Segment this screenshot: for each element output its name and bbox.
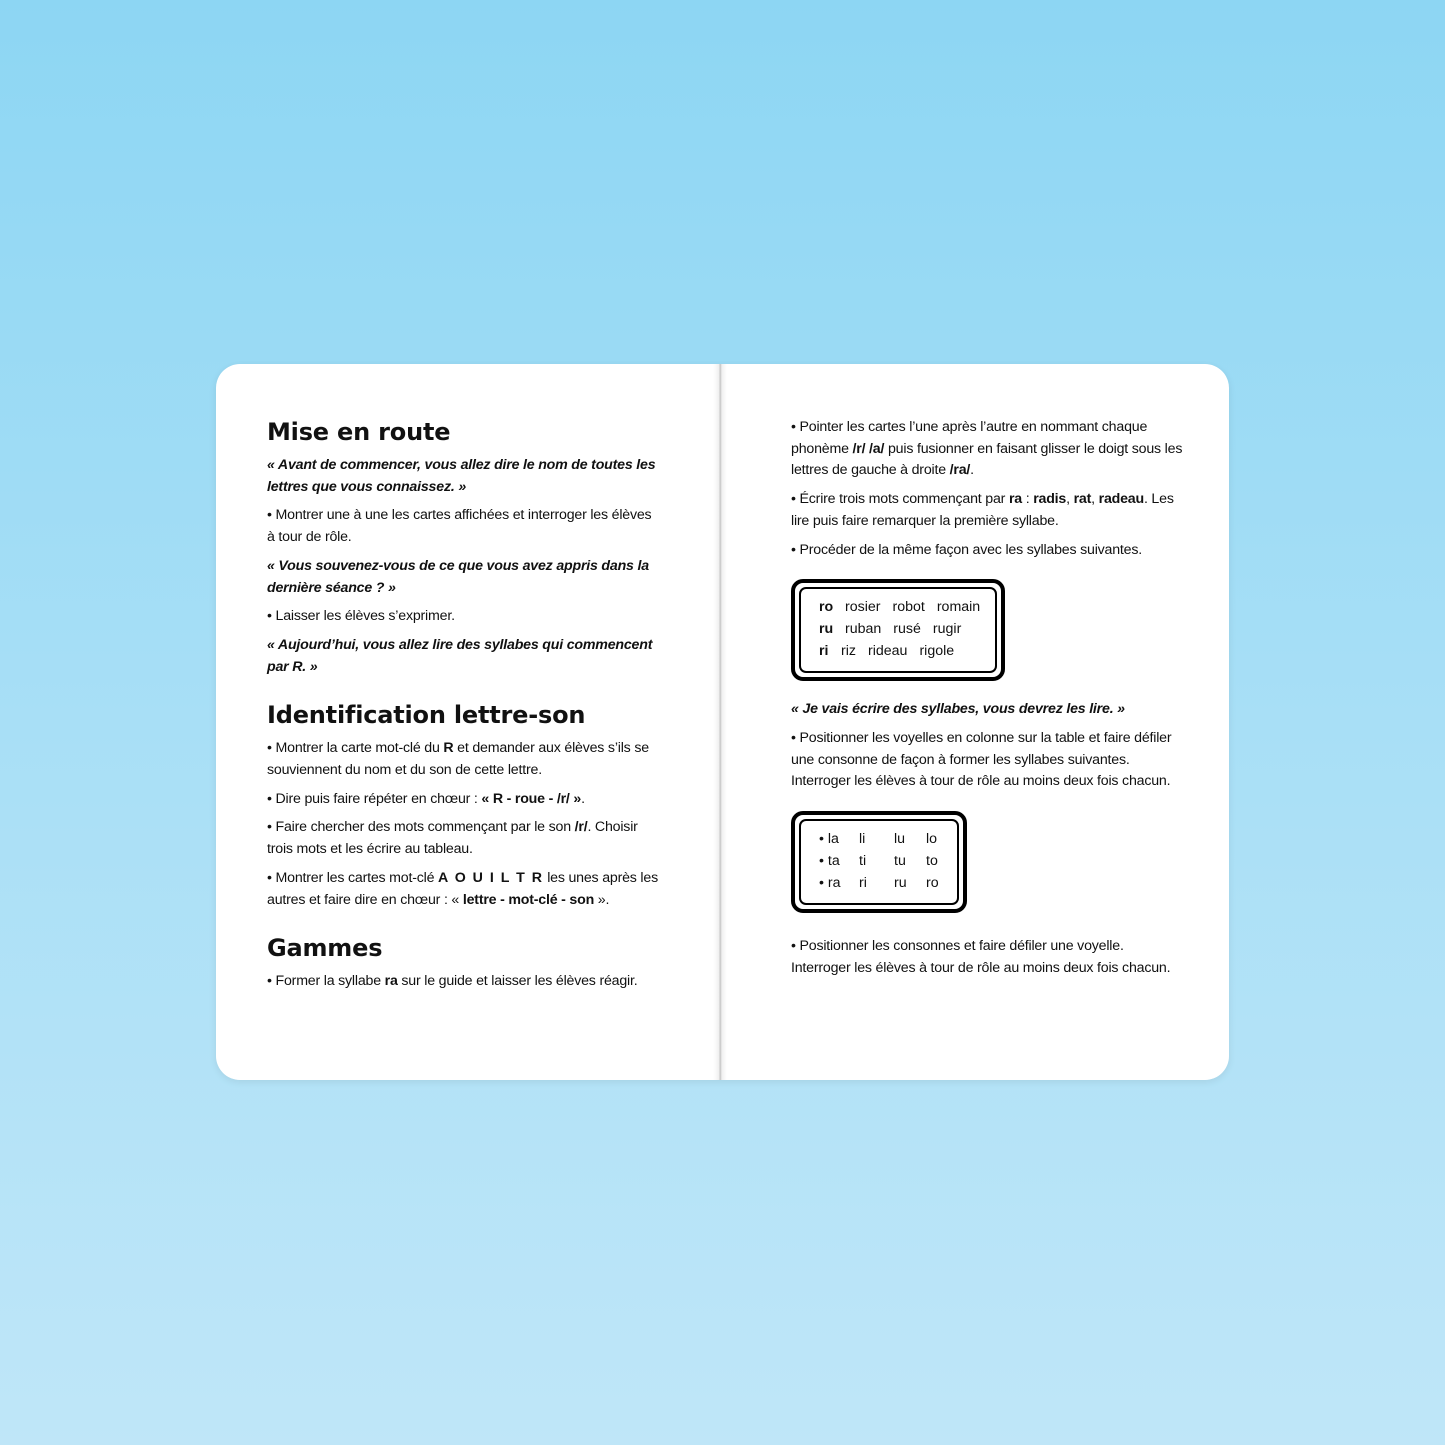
left-page [267, 364, 662, 1080]
quote-intro: « Avant de commencer, vous allez dire le nom de toutes les lettres que vous connaissez. » [267, 457, 656, 495]
syllable-box [791, 811, 967, 913]
book-spine [713, 364, 727, 1080]
instruction: • Procéder de la même façon avec les syllabes suivantes. [791, 541, 1142, 558]
section-title-gammes: Gammes [267, 934, 383, 963]
open-book [216, 364, 1229, 1080]
instruction: • Former la syllabe ra sur le guide et laisser les élèves réagir. [267, 973, 638, 990]
instruction: • Dire puis faire répéter en chœur : « R - roue - /r/ ». [267, 790, 585, 807]
word-row: ru ruban rusé rugir [819, 620, 962, 637]
instruction: • Écrire trois mots commençant par ra : radis, rat, radeau. Les lire puis faire remarquer la première syllabe. [791, 491, 1174, 529]
instruction: • Laisser les élèves s’exprimer. [267, 608, 455, 625]
instruction: • Montrer les cartes mot-clé A O U I L T R les unes après les autres et faire dire en chœur : « lettre - mot-clé - son ». [267, 869, 658, 908]
section-title-identification: Identification lettre-son [267, 701, 586, 730]
section-title-mise-en-route: Mise en route [267, 418, 451, 446]
syllable-row: • ta ti tu to [819, 852, 938, 869]
word-box [791, 579, 1005, 681]
instruction: • Montrer une à une les cartes affichées et interroger les élèves à tour de rôle. [267, 507, 652, 546]
quote-syllables: « Je vais écrire des syllabes, vous devrez les lire. » [791, 701, 1125, 718]
instruction: • Positionner les voyelles en colonne sur la table et faire défiler une consonne de façon à former les syllabes suivantes. Interroger les élèves à tour de rôle au moins deux fois chacun. [791, 730, 1172, 790]
quote-today: « Aujourd’hui, vous allez lire des syllabes qui commencent par R. » [267, 636, 653, 675]
word-row: ri riz rideau rigole [819, 642, 955, 659]
instruction: • Pointer les cartes l’une après l’autre en nommant chaque phonème /r/ /a/ puis fusionner en faisant glisser le doigt sous les lettres de gauche à droite /ra/. [791, 419, 1183, 479]
instruction: • Positionner les consonnes et faire défiler une voyelle. Interroger les élèves à tour de rôle au moins deux fois chacun. [791, 938, 1171, 976]
instruction: • Faire chercher des mots commençant par le son /r/. Choisir trois mots et les écrire au tableau. [267, 819, 638, 858]
syllable-table [819, 829, 939, 894]
quote-memory: « Vous souvenez-vous de ce que vous avez appris dans la dernière séance ? » [267, 557, 649, 596]
syllable-row: • ra ri ru ro [819, 874, 939, 891]
right-page [791, 364, 1186, 1080]
word-row: ro rosier robot romain [819, 599, 981, 616]
syllable-row: • la li lu lo [819, 831, 938, 848]
instruction: • Montrer la carte mot-clé du R et demander aux élèves s’ils se souviennent du nom et du son de cette lettre. [267, 740, 649, 779]
